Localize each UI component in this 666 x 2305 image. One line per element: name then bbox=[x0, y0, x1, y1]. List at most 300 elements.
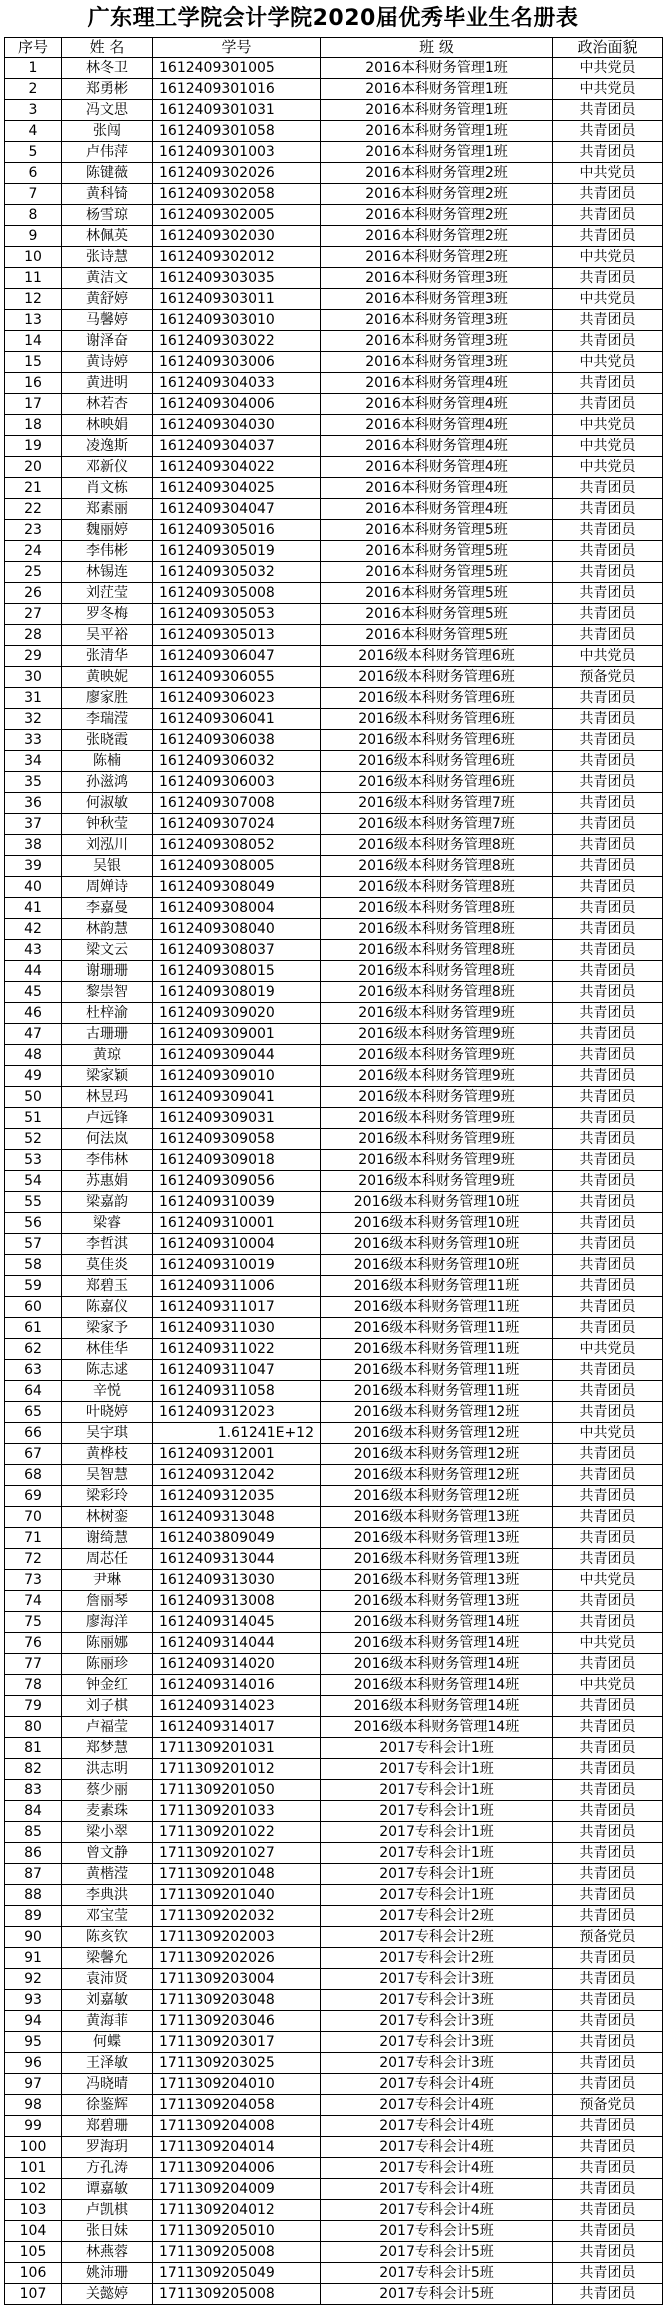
table-row bbox=[5, 940, 663, 961]
cell-politics: 中共党员 bbox=[553, 352, 663, 373]
cell-no: 69 bbox=[5, 1486, 62, 1507]
cell-name: 王泽敏 bbox=[62, 2053, 153, 2074]
cell-class: 2016级本科财务管理12班 bbox=[321, 1423, 553, 1444]
table-row bbox=[5, 772, 663, 793]
cell-politics: 共青团员 bbox=[553, 2263, 663, 2284]
table-row bbox=[5, 2263, 663, 2284]
table-row bbox=[5, 1990, 663, 2011]
cell-name: 林若杏 bbox=[62, 394, 153, 415]
cell-politics: 中共党员 bbox=[553, 289, 663, 310]
table-row bbox=[5, 331, 663, 352]
cell-no: 50 bbox=[5, 1087, 62, 1108]
cell-class: 2016级本科财务管理11班 bbox=[321, 1276, 553, 1297]
cell-name: 尹琳 bbox=[62, 1570, 153, 1591]
cell-name: 李嘉曼 bbox=[62, 898, 153, 919]
table-row bbox=[5, 352, 663, 373]
cell-student-id: 1711309204058 bbox=[153, 2095, 321, 2116]
cell-politics: 共青团员 bbox=[553, 1612, 663, 1633]
cell-no: 86 bbox=[5, 1843, 62, 1864]
cell-name: 张清华 bbox=[62, 646, 153, 667]
cell-name: 刘子棋 bbox=[62, 1696, 153, 1717]
cell-student-id: 1612409308005 bbox=[153, 856, 321, 877]
cell-class: 2017专科会计4班 bbox=[321, 2074, 553, 2095]
cell-class: 2016本科财务管理4班 bbox=[321, 436, 553, 457]
cell-name: 袁沛贤 bbox=[62, 1969, 153, 1990]
table-row bbox=[5, 1654, 663, 1675]
cell-student-id: 1612409304037 bbox=[153, 436, 321, 457]
table-row bbox=[5, 1759, 663, 1780]
cell-name: 何法岚 bbox=[62, 1129, 153, 1150]
cell-politics: 共青团员 bbox=[553, 793, 663, 814]
cell-class: 2016本科财务管理4班 bbox=[321, 394, 553, 415]
cell-class: 2016级本科财务管理11班 bbox=[321, 1318, 553, 1339]
cell-name: 洪志明 bbox=[62, 1759, 153, 1780]
cell-name: 冯晓晴 bbox=[62, 2074, 153, 2095]
cell-class: 2017专科会计3班 bbox=[321, 2032, 553, 2053]
cell-student-id: 1711309205049 bbox=[153, 2263, 321, 2284]
table-row bbox=[5, 751, 663, 772]
cell-student-id: 1711309205008 bbox=[153, 2284, 321, 2305]
cell-no: 105 bbox=[5, 2242, 62, 2263]
cell-student-id: 1711309201031 bbox=[153, 1738, 321, 1759]
cell-no: 79 bbox=[5, 1696, 62, 1717]
table-row bbox=[5, 2242, 663, 2263]
cell-no: 91 bbox=[5, 1948, 62, 1969]
cell-politics: 中共党员 bbox=[553, 646, 663, 667]
cell-class: 2017专科会计2班 bbox=[321, 1948, 553, 1969]
cell-class: 2016级本科财务管理10班 bbox=[321, 1255, 553, 1276]
table-row bbox=[5, 562, 663, 583]
cell-student-id: 1612403809049 bbox=[153, 1528, 321, 1549]
cell-politics: 共青团员 bbox=[553, 1360, 663, 1381]
cell-name: 梁彩玲 bbox=[62, 1486, 153, 1507]
cell-name: 陈亥钦 bbox=[62, 1927, 153, 1948]
cell-student-id: 1612409305032 bbox=[153, 562, 321, 583]
cell-politics: 共青团员 bbox=[553, 541, 663, 562]
table-row bbox=[5, 1528, 663, 1549]
cell-name: 梁嘉韵 bbox=[62, 1192, 153, 1213]
cell-no: 101 bbox=[5, 2158, 62, 2179]
cell-no: 80 bbox=[5, 1717, 62, 1738]
document-title: 广东理工学院会计学院2020届优秀毕业生名册表 bbox=[87, 6, 579, 31]
table-row bbox=[5, 1192, 663, 1213]
cell-student-id: 1612409309031 bbox=[153, 1108, 321, 1129]
cell-politics: 共青团员 bbox=[553, 1801, 663, 1822]
cell-no: 49 bbox=[5, 1066, 62, 1087]
cell-student-id: 1711309201027 bbox=[153, 1843, 321, 1864]
cell-name: 李伟林 bbox=[62, 1150, 153, 1171]
cell-politics: 共青团员 bbox=[553, 2074, 663, 2095]
table-row bbox=[5, 142, 663, 163]
cell-politics: 共青团员 bbox=[553, 898, 663, 919]
cell-class: 2016级本科财务管理13班 bbox=[321, 1549, 553, 1570]
cell-student-id: 1612409310001 bbox=[153, 1213, 321, 1234]
cell-no: 63 bbox=[5, 1360, 62, 1381]
cell-name: 陈键薇 bbox=[62, 163, 153, 184]
cell-politics: 共青团员 bbox=[553, 919, 663, 940]
table-row bbox=[5, 1213, 663, 1234]
cell-class: 2016级本科财务管理11班 bbox=[321, 1360, 553, 1381]
table-row bbox=[5, 268, 663, 289]
table-row bbox=[5, 1276, 663, 1297]
cell-politics: 共青团员 bbox=[553, 2137, 663, 2158]
table-row bbox=[5, 121, 663, 142]
cell-name: 李伟彬 bbox=[62, 541, 153, 562]
cell-class: 2016本科财务管理1班 bbox=[321, 79, 553, 100]
cell-class: 2017专科会计4班 bbox=[321, 2116, 553, 2137]
header-class: 班 级 bbox=[321, 38, 553, 58]
cell-student-id: 1612409308004 bbox=[153, 898, 321, 919]
cell-politics: 共青团员 bbox=[553, 1171, 663, 1192]
cell-no: 92 bbox=[5, 1969, 62, 1990]
cell-no: 31 bbox=[5, 688, 62, 709]
cell-no: 9 bbox=[5, 226, 62, 247]
cell-class: 2016级本科财务管理13班 bbox=[321, 1591, 553, 1612]
cell-class: 2017专科会计1班 bbox=[321, 1759, 553, 1780]
cell-name: 刘嘉敏 bbox=[62, 1990, 153, 2011]
cell-politics: 中共党员 bbox=[553, 436, 663, 457]
cell-student-id: 1612409312042 bbox=[153, 1465, 321, 1486]
cell-no: 36 bbox=[5, 793, 62, 814]
cell-no: 95 bbox=[5, 2032, 62, 2053]
table-row bbox=[5, 1885, 663, 1906]
cell-no: 7 bbox=[5, 184, 62, 205]
cell-name: 卢伟萍 bbox=[62, 142, 153, 163]
cell-no: 93 bbox=[5, 1990, 62, 2011]
cell-no: 32 bbox=[5, 709, 62, 730]
cell-student-id: 1612409314017 bbox=[153, 1717, 321, 1738]
cell-politics: 共青团员 bbox=[553, 2032, 663, 2053]
cell-name: 梁睿 bbox=[62, 1213, 153, 1234]
cell-name: 林佳华 bbox=[62, 1339, 153, 1360]
cell-student-id: 1612409306038 bbox=[153, 730, 321, 751]
table-row bbox=[5, 2011, 663, 2032]
cell-name: 马馨婷 bbox=[62, 310, 153, 331]
cell-name: 郑素丽 bbox=[62, 499, 153, 520]
cell-name: 辛悦 bbox=[62, 1381, 153, 1402]
cell-no: 29 bbox=[5, 646, 62, 667]
table-row bbox=[5, 730, 663, 751]
table-row bbox=[5, 1339, 663, 1360]
cell-student-id: 1612409310004 bbox=[153, 1234, 321, 1255]
cell-name: 陈志逑 bbox=[62, 1360, 153, 1381]
cell-class: 2016本科财务管理3班 bbox=[321, 310, 553, 331]
table-row bbox=[5, 1255, 663, 1276]
cell-student-id: 1612409301058 bbox=[153, 121, 321, 142]
cell-student-id: 1612409314045 bbox=[153, 1612, 321, 1633]
cell-class: 2016本科财务管理5班 bbox=[321, 520, 553, 541]
cell-no: 42 bbox=[5, 919, 62, 940]
cell-name: 林冬卫 bbox=[62, 58, 153, 79]
cell-no: 85 bbox=[5, 1822, 62, 1843]
cell-politics: 共青团员 bbox=[553, 2179, 663, 2200]
table-row bbox=[5, 1570, 663, 1591]
table-row bbox=[5, 79, 663, 100]
cell-no: 23 bbox=[5, 520, 62, 541]
cell-no: 65 bbox=[5, 1402, 62, 1423]
cell-name: 黎崇智 bbox=[62, 982, 153, 1003]
cell-politics: 共青团员 bbox=[553, 1150, 663, 1171]
cell-student-id: 1711309203048 bbox=[153, 1990, 321, 2011]
cell-no: 61 bbox=[5, 1318, 62, 1339]
cell-class: 2017专科会计5班 bbox=[321, 2242, 553, 2263]
table-row bbox=[5, 310, 663, 331]
cell-class: 2016本科财务管理2班 bbox=[321, 205, 553, 226]
cell-politics: 共青团员 bbox=[553, 2053, 663, 2074]
cell-no: 24 bbox=[5, 541, 62, 562]
cell-politics: 共青团员 bbox=[553, 604, 663, 625]
cell-politics: 共青团员 bbox=[553, 2284, 663, 2305]
cell-name: 刘茳莹 bbox=[62, 583, 153, 604]
cell-no: 59 bbox=[5, 1276, 62, 1297]
table-row bbox=[5, 184, 663, 205]
cell-student-id: 1612409314023 bbox=[153, 1696, 321, 1717]
cell-no: 2 bbox=[5, 79, 62, 100]
cell-student-id: 1612409314020 bbox=[153, 1654, 321, 1675]
cell-politics: 共青团员 bbox=[553, 2116, 663, 2137]
cell-politics: 共青团员 bbox=[553, 856, 663, 877]
cell-class: 2017专科会计2班 bbox=[321, 1927, 553, 1948]
cell-class: 2016本科财务管理5班 bbox=[321, 604, 553, 625]
cell-no: 13 bbox=[5, 310, 62, 331]
cell-student-id: 1612409309058 bbox=[153, 1129, 321, 1150]
cell-politics: 共青团员 bbox=[553, 1045, 663, 1066]
cell-class: 2016本科财务管理4班 bbox=[321, 373, 553, 394]
cell-student-id: 1612409313008 bbox=[153, 1591, 321, 1612]
cell-no: 26 bbox=[5, 583, 62, 604]
table-row bbox=[5, 1591, 663, 1612]
table-row bbox=[5, 1318, 663, 1339]
cell-student-id: 1711309201040 bbox=[153, 1885, 321, 1906]
table-row bbox=[5, 1381, 663, 1402]
cell-name: 林燕蓉 bbox=[62, 2242, 153, 2263]
cell-politics: 共青团员 bbox=[553, 1024, 663, 1045]
cell-no: 35 bbox=[5, 772, 62, 793]
cell-no: 83 bbox=[5, 1780, 62, 1801]
cell-no: 96 bbox=[5, 2053, 62, 2074]
cell-student-id: 1612409303011 bbox=[153, 289, 321, 310]
cell-name: 古珊珊 bbox=[62, 1024, 153, 1045]
cell-politics: 中共党员 bbox=[553, 1570, 663, 1591]
cell-no: 73 bbox=[5, 1570, 62, 1591]
cell-politics: 共青团员 bbox=[553, 1759, 663, 1780]
cell-student-id: 1612409311017 bbox=[153, 1297, 321, 1318]
cell-student-id: 1612409307024 bbox=[153, 814, 321, 835]
table-row bbox=[5, 1234, 663, 1255]
cell-name: 陈丽娜 bbox=[62, 1633, 153, 1654]
cell-no: 16 bbox=[5, 373, 62, 394]
table-row bbox=[5, 2158, 663, 2179]
cell-no: 5 bbox=[5, 142, 62, 163]
cell-name: 黄诗婷 bbox=[62, 352, 153, 373]
cell-name: 梁小翠 bbox=[62, 1822, 153, 1843]
cell-politics: 共青团员 bbox=[553, 2158, 663, 2179]
cell-politics: 共青团员 bbox=[553, 1255, 663, 1276]
cell-politics: 共青团员 bbox=[553, 814, 663, 835]
cell-politics: 共青团员 bbox=[553, 1507, 663, 1528]
cell-politics: 中共党员 bbox=[553, 1633, 663, 1654]
table-row bbox=[5, 2137, 663, 2158]
cell-student-id: 1612409311006 bbox=[153, 1276, 321, 1297]
cell-student-id: 1711309203025 bbox=[153, 2053, 321, 2074]
cell-class: 2017专科会计4班 bbox=[321, 2179, 553, 2200]
cell-student-id: 1612409308019 bbox=[153, 982, 321, 1003]
cell-politics: 共青团员 bbox=[553, 2242, 663, 2263]
cell-student-id: 1612409302058 bbox=[153, 184, 321, 205]
table-row bbox=[5, 835, 663, 856]
cell-student-id: 1612409309056 bbox=[153, 1171, 321, 1192]
cell-no: 17 bbox=[5, 394, 62, 415]
cell-politics: 共青团员 bbox=[553, 1108, 663, 1129]
cell-politics: 共青团员 bbox=[553, 2011, 663, 2032]
cell-class: 2016级本科财务管理12班 bbox=[321, 1465, 553, 1486]
cell-no: 53 bbox=[5, 1150, 62, 1171]
cell-name: 蔡少丽 bbox=[62, 1780, 153, 1801]
cell-student-id: 1711309204014 bbox=[153, 2137, 321, 2158]
cell-name: 刘泓川 bbox=[62, 835, 153, 856]
cell-class: 2016级本科财务管理8班 bbox=[321, 877, 553, 898]
table-row bbox=[5, 1780, 663, 1801]
cell-name: 郑碧珊 bbox=[62, 2116, 153, 2137]
cell-politics: 共青团员 bbox=[553, 1864, 663, 1885]
cell-class: 2016级本科财务管理9班 bbox=[321, 1171, 553, 1192]
cell-name: 卢凯棋 bbox=[62, 2200, 153, 2221]
cell-student-id: 1711309203004 bbox=[153, 1969, 321, 1990]
table-row bbox=[5, 982, 663, 1003]
cell-name: 林映娟 bbox=[62, 415, 153, 436]
cell-student-id: 1612409309001 bbox=[153, 1024, 321, 1045]
table-row bbox=[5, 1444, 663, 1465]
cell-no: 78 bbox=[5, 1675, 62, 1696]
cell-politics: 共青团员 bbox=[553, 1381, 663, 1402]
cell-student-id: 1711309201022 bbox=[153, 1822, 321, 1843]
cell-name: 吴银 bbox=[62, 856, 153, 877]
table-row bbox=[5, 58, 663, 79]
cell-no: 107 bbox=[5, 2284, 62, 2305]
cell-no: 76 bbox=[5, 1633, 62, 1654]
cell-name: 黄楷滢 bbox=[62, 1864, 153, 1885]
cell-politics: 共青团员 bbox=[553, 1738, 663, 1759]
cell-student-id: 1612409312023 bbox=[153, 1402, 321, 1423]
cell-politics: 预备党员 bbox=[553, 667, 663, 688]
cell-name: 李瑞滢 bbox=[62, 709, 153, 730]
table-row bbox=[5, 541, 663, 562]
cell-class: 2016本科财务管理3班 bbox=[321, 352, 553, 373]
cell-politics: 共青团员 bbox=[553, 478, 663, 499]
cell-student-id: 1612409303006 bbox=[153, 352, 321, 373]
cell-class: 2016本科财务管理5班 bbox=[321, 562, 553, 583]
cell-name: 吴宇琪 bbox=[62, 1423, 153, 1444]
cell-class: 2017专科会计5班 bbox=[321, 2284, 553, 2305]
table-row bbox=[5, 1801, 663, 1822]
cell-no: 58 bbox=[5, 1255, 62, 1276]
table-row bbox=[5, 247, 663, 268]
cell-class: 2016级本科财务管理8班 bbox=[321, 982, 553, 1003]
table-row bbox=[5, 163, 663, 184]
cell-politics: 中共党员 bbox=[553, 79, 663, 100]
cell-name: 李哲淇 bbox=[62, 1234, 153, 1255]
cell-class: 2016本科财务管理5班 bbox=[321, 541, 553, 562]
cell-politics: 共青团员 bbox=[553, 688, 663, 709]
cell-class: 2016级本科财务管理9班 bbox=[321, 1066, 553, 1087]
cell-class: 2016级本科财务管理7班 bbox=[321, 814, 553, 835]
table-row bbox=[5, 205, 663, 226]
cell-politics: 中共党员 bbox=[553, 1675, 663, 1696]
table-row bbox=[5, 1402, 663, 1423]
cell-politics: 共青团员 bbox=[553, 1213, 663, 1234]
cell-name: 钟秋莹 bbox=[62, 814, 153, 835]
cell-class: 2016本科财务管理2班 bbox=[321, 226, 553, 247]
table-row bbox=[5, 2284, 663, 2305]
cell-class: 2016本科财务管理1班 bbox=[321, 58, 553, 79]
cell-politics: 预备党员 bbox=[553, 1927, 663, 1948]
cell-student-id: 1612409306023 bbox=[153, 688, 321, 709]
cell-class: 2016本科财务管理4班 bbox=[321, 499, 553, 520]
cell-name: 谢绮慧 bbox=[62, 1528, 153, 1549]
cell-name: 谢泽奋 bbox=[62, 331, 153, 352]
table-row bbox=[5, 436, 663, 457]
cell-politics: 共青团员 bbox=[553, 2221, 663, 2242]
cell-student-id: 1612409306003 bbox=[153, 772, 321, 793]
cell-student-id: 1612409308049 bbox=[153, 877, 321, 898]
cell-no: 4 bbox=[5, 121, 62, 142]
cell-no: 20 bbox=[5, 457, 62, 478]
cell-politics: 共青团员 bbox=[553, 1402, 663, 1423]
cell-name: 黄科锜 bbox=[62, 184, 153, 205]
table-row bbox=[5, 1465, 663, 1486]
cell-student-id: 1612409302012 bbox=[153, 247, 321, 268]
cell-no: 3 bbox=[5, 100, 62, 121]
cell-politics: 共青团员 bbox=[553, 1654, 663, 1675]
cell-politics: 共青团员 bbox=[553, 835, 663, 856]
cell-politics: 共青团员 bbox=[553, 625, 663, 646]
cell-student-id: 1711309203017 bbox=[153, 2032, 321, 2053]
table-row bbox=[5, 793, 663, 814]
cell-student-id: 1612409305053 bbox=[153, 604, 321, 625]
cell-no: 98 bbox=[5, 2095, 62, 2116]
table-row bbox=[5, 1045, 663, 1066]
cell-name: 何淑敏 bbox=[62, 793, 153, 814]
cell-no: 82 bbox=[5, 1759, 62, 1780]
cell-name: 钟金红 bbox=[62, 1675, 153, 1696]
cell-no: 94 bbox=[5, 2011, 62, 2032]
table-row bbox=[5, 2200, 663, 2221]
cell-student-id: 1612409301003 bbox=[153, 142, 321, 163]
cell-student-id: 1711309201050 bbox=[153, 1780, 321, 1801]
table-row bbox=[5, 688, 663, 709]
cell-no: 8 bbox=[5, 205, 62, 226]
table-row bbox=[5, 1024, 663, 1045]
table-row bbox=[5, 1675, 663, 1696]
cell-class: 2016级本科财务管理6班 bbox=[321, 667, 553, 688]
table-row bbox=[5, 2074, 663, 2095]
cell-name: 莫佳炎 bbox=[62, 1255, 153, 1276]
cell-no: 46 bbox=[5, 1003, 62, 1024]
table-row bbox=[5, 625, 663, 646]
cell-name: 周芯任 bbox=[62, 1549, 153, 1570]
cell-no: 19 bbox=[5, 436, 62, 457]
cell-politics: 共青团员 bbox=[553, 373, 663, 394]
cell-student-id: 1612409305008 bbox=[153, 583, 321, 604]
cell-no: 1 bbox=[5, 58, 62, 79]
cell-name: 罗冬梅 bbox=[62, 604, 153, 625]
cell-name: 林佩英 bbox=[62, 226, 153, 247]
cell-politics: 共青团员 bbox=[553, 1990, 663, 2011]
cell-class: 2016级本科财务管理6班 bbox=[321, 646, 553, 667]
cell-student-id: 1612409301016 bbox=[153, 79, 321, 100]
cell-student-id: 1711309204008 bbox=[153, 2116, 321, 2137]
cell-student-id: 1711309204010 bbox=[153, 2074, 321, 2095]
